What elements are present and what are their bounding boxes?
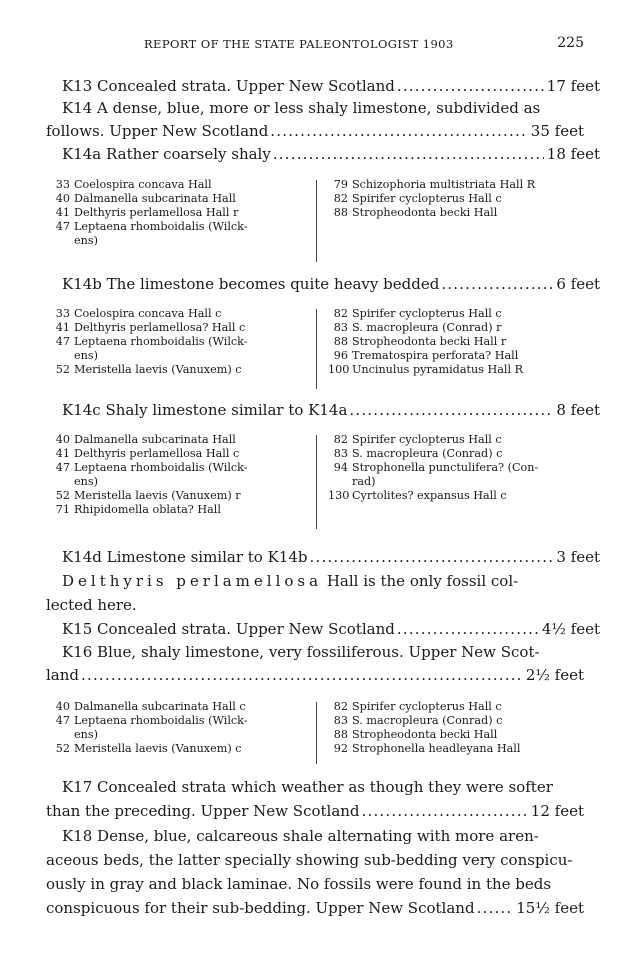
fossil-number: 52 [55,363,70,376]
fossil-entry [328,178,586,192]
fossil-name: Strophonella punctulifera? (Con- [352,461,539,474]
k18-line3: ously in gray and black laminae. No fossils were found in the beds [46,875,552,893]
fossil-entry [50,321,286,335]
fossil-number: 33 [55,307,70,320]
fossil-name: ens) [74,349,98,362]
fossil-entry [50,475,286,489]
fossil-entry [50,700,286,714]
fossil-entry [50,335,286,349]
fossil-number: 82 [333,192,348,205]
column-divider [316,180,317,262]
fossil-entry [328,742,586,756]
fossil-name: Strophonella headleyana Hall [352,742,521,755]
fossil-name: Meristella laevis (Vanuxem) c [74,363,242,376]
k15-text: K15 Concealed strata. Upper New Scotland [62,620,395,638]
leader-dots [395,618,539,640]
fossil-entry [50,728,286,742]
k14c-text: K14c Shaly limestone similar to K14a [62,401,348,419]
fossil-number: 88 [333,335,348,348]
fossil-entry [50,307,286,321]
fossil-entry [50,349,286,363]
fossil-name: Trematospira perforata? Hall [352,349,519,362]
fossil-entry [328,335,586,349]
k14c-fossil-list [50,433,586,531]
fossil-name: Spirifer cyclopterus Hall c [352,700,502,713]
fossil-name: Delthyris perlamellosa? Hall c [74,321,246,334]
fossil-name: S. macropleura (Conrad) c [352,714,503,727]
k18-line2: aceous beds, the latter specially showing sub-bedding very conspicu- [46,851,573,869]
k14b-fossil-list [50,307,586,391]
fossil-name: Leptaena rhomboidalis (Wilck- [74,220,248,233]
fossil-entry [50,220,286,234]
fossil-entry [328,206,586,220]
fossil-name: Meristella laevis (Vanuxem) r [74,489,241,502]
fossil-name: Leptaena rhomboidalis (Wilck- [74,335,248,348]
fossil-name: Spirifer cyclopterus Hall c [352,307,502,320]
fossil-entry [50,192,286,206]
fossil-column-right [328,433,586,503]
k17-thickness: 12 feet [530,802,584,820]
k13-text: K13 Concealed strata. Upper New Scotland [62,77,395,95]
k14a-line [46,143,600,165]
fossil-entry [328,461,586,475]
fossil-column-right [328,307,586,377]
leader-dots [439,273,553,295]
k16-fossil-list [50,700,586,758]
leader-dots [360,800,528,822]
k14c-line [46,399,600,421]
k16-thickness: 2½ feet [525,666,584,684]
fossil-name: Spirifer cyclopterus Hall c [352,192,502,205]
k17-line2 [46,800,584,822]
page-number: 225 [557,35,584,51]
fossil-number: 47 [55,335,70,348]
fossil-name: Coelospira concava Hall c [74,307,222,320]
fossil-number: 41 [55,206,70,219]
fossil-number: 83 [333,321,348,334]
fossil-entry [50,206,286,220]
k14d-thickness: 3 feet [556,548,600,566]
fossil-number: 71 [55,503,70,516]
fossil-column-right [328,700,586,756]
k14b-thickness: 6 feet [556,275,600,293]
k14b-line [46,273,600,295]
k14-line1: K14 A dense, blue, more or less shaly limestone, subdivided as [62,99,541,117]
k14d-line [46,546,600,568]
leader-dots [308,546,554,568]
fossil-number: 92 [333,742,348,755]
k14-text: follows. Upper New Scotland [46,122,269,140]
fossil-name: Dalmanella subcarinata Hall [74,192,236,205]
running-title: REPORT OF THE STATE PALEONTOLOGIST 1903 [144,37,454,51]
k14d-note-line2: lected here. [46,596,137,614]
k14d-text: K14d Limestone similar to K14b [62,548,308,566]
fossil-number: 82 [333,433,348,446]
leader-dots [475,897,514,919]
fossil-name: Leptaena rhomboidalis (Wilck- [74,714,248,727]
fossil-name: S. macropleura (Conrad) r [352,321,502,334]
k16-line1: K16 Blue, shaly limestone, very fossiliferous. Upper New Scot- [62,643,540,661]
column-divider [316,435,317,529]
fossil-column-left [50,307,286,377]
fossil-number: 82 [333,307,348,320]
fossil-number: 130 [328,489,350,502]
k14-line2 [46,120,584,142]
fossil-column-right [328,178,586,220]
fossil-entry [328,433,586,447]
fossil-entry [50,742,286,756]
k16-text: land [46,666,80,684]
fossil-number: 88 [333,728,348,741]
fossil-entry [50,489,286,503]
fossil-column-left [50,433,286,517]
fossil-name: Dalmanella subcarinata Hall [74,433,236,446]
fossil-entry [328,307,586,321]
fossil-entry [50,363,286,377]
fossil-number: 47 [55,461,70,474]
fossil-entry [328,447,586,461]
fossil-name: ens) [74,234,98,247]
fossil-name: ens) [74,728,98,741]
fossil-number: 52 [55,489,70,502]
column-divider [316,702,317,764]
fossil-name: rad) [352,475,376,488]
fossil-number: 47 [55,220,70,233]
fossil-entry [50,714,286,728]
fossil-number: 33 [55,178,70,191]
fossil-name: Stropheodonta becki Hall [352,728,498,741]
fossil-entry [50,461,286,475]
k14-thickness: 35 feet [530,122,584,140]
k14c-thickness: 8 feet [556,401,600,419]
leader-dots [271,143,544,165]
page-header [0,37,626,57]
fossil-entry [328,475,586,489]
fossil-number: 83 [333,714,348,727]
k14d-note-line1 [46,570,600,592]
leader-dots [268,120,528,142]
fossil-number: 40 [55,192,70,205]
fossil-number: 94 [333,461,348,474]
k15-line [46,618,600,640]
fossil-number: 40 [55,433,70,446]
fossil-entry [50,447,286,461]
k18-line4 [46,897,584,919]
fossil-name: Uncinulus pyramidatus Hall R [352,363,524,376]
k13-line [46,75,600,97]
fossil-name: S. macropleura (Conrad) c [352,447,503,460]
fossil-name: Stropheodonta becki Hall [352,206,498,219]
fossil-name: Rhipidomella oblata? Hall [74,503,221,516]
fossil-entry [328,489,586,503]
fossil-name: Meristella laevis (Vanuxem) c [74,742,242,755]
k17-line1: K17 Concealed strata which weather as though they were softer [62,778,553,796]
k16-line2 [46,664,584,686]
fossil-number: 40 [55,700,70,713]
fossil-name: Dalmanella subcarinata Hall c [74,700,246,713]
leader-dots [347,399,553,421]
fossil-entry [50,178,286,192]
fossil-number: 83 [333,447,348,460]
fossil-entry [50,503,286,517]
k14b-text: K14b The limestone becomes quite heavy bedded [62,275,440,293]
k14a-fossil-list [50,178,586,262]
fossil-name: Delthyris perlamellosa Hall c [74,447,240,460]
column-divider [316,309,317,389]
k18-thickness: 15½ feet [516,899,584,917]
fossil-number: 82 [333,700,348,713]
fossil-name: Delthyris perlamellosa Hall r [74,206,239,219]
k18-text: conspicuous for their sub-bedding. Upper New Scotland [46,899,475,917]
fossil-name: Cyrtolites? expansus Hall c [352,489,507,502]
k15-thickness: 4½ feet [541,620,600,638]
fossil-name: Spirifer cyclopterus Hall c [352,433,502,446]
fossil-number: 52 [55,742,70,755]
fossil-entry [328,321,586,335]
fossil-column-left [50,178,286,248]
fossil-number: 41 [55,321,70,334]
k13-thickness: 17 feet [546,77,600,95]
fossil-number: 96 [333,349,348,362]
fossil-number: 47 [55,714,70,727]
note-text: Hall is the only fossil col- [326,572,519,590]
fossil-name: Schizophoria multistriata Hall R [352,178,536,191]
fossil-entry [328,714,586,728]
k18-line1: K18 Dense, blue, calcareous shale alternating with more aren- [62,827,539,845]
fossil-entry [328,728,586,742]
k14a-text: K14a Rather coarsely shaly [62,145,271,163]
fossil-entry [328,363,586,377]
fossil-name: Stropheodonta becki Hall r [352,335,507,348]
fossil-number: 100 [328,363,350,376]
k17-text: than the preceding. Upper New Scotland [46,802,360,820]
fossil-entry [328,700,586,714]
fossil-entry [50,234,286,248]
fossil-number: 88 [333,206,348,219]
fossil-name: Coelospira concava Hall [74,178,212,191]
species-name: Delthyris perlamellosa [62,572,323,590]
leader-dots [79,664,523,686]
fossil-number: 79 [333,178,348,191]
fossil-entry [328,349,586,363]
fossil-number: 41 [55,447,70,460]
fossil-name: ens) [74,475,98,488]
fossil-name: Leptaena rhomboidalis (Wilck- [74,461,248,474]
leader-dots [395,75,544,97]
fossil-entry [50,433,286,447]
fossil-entry [328,192,586,206]
fossil-column-left [50,700,286,756]
k14a-thickness: 18 feet [546,145,600,163]
